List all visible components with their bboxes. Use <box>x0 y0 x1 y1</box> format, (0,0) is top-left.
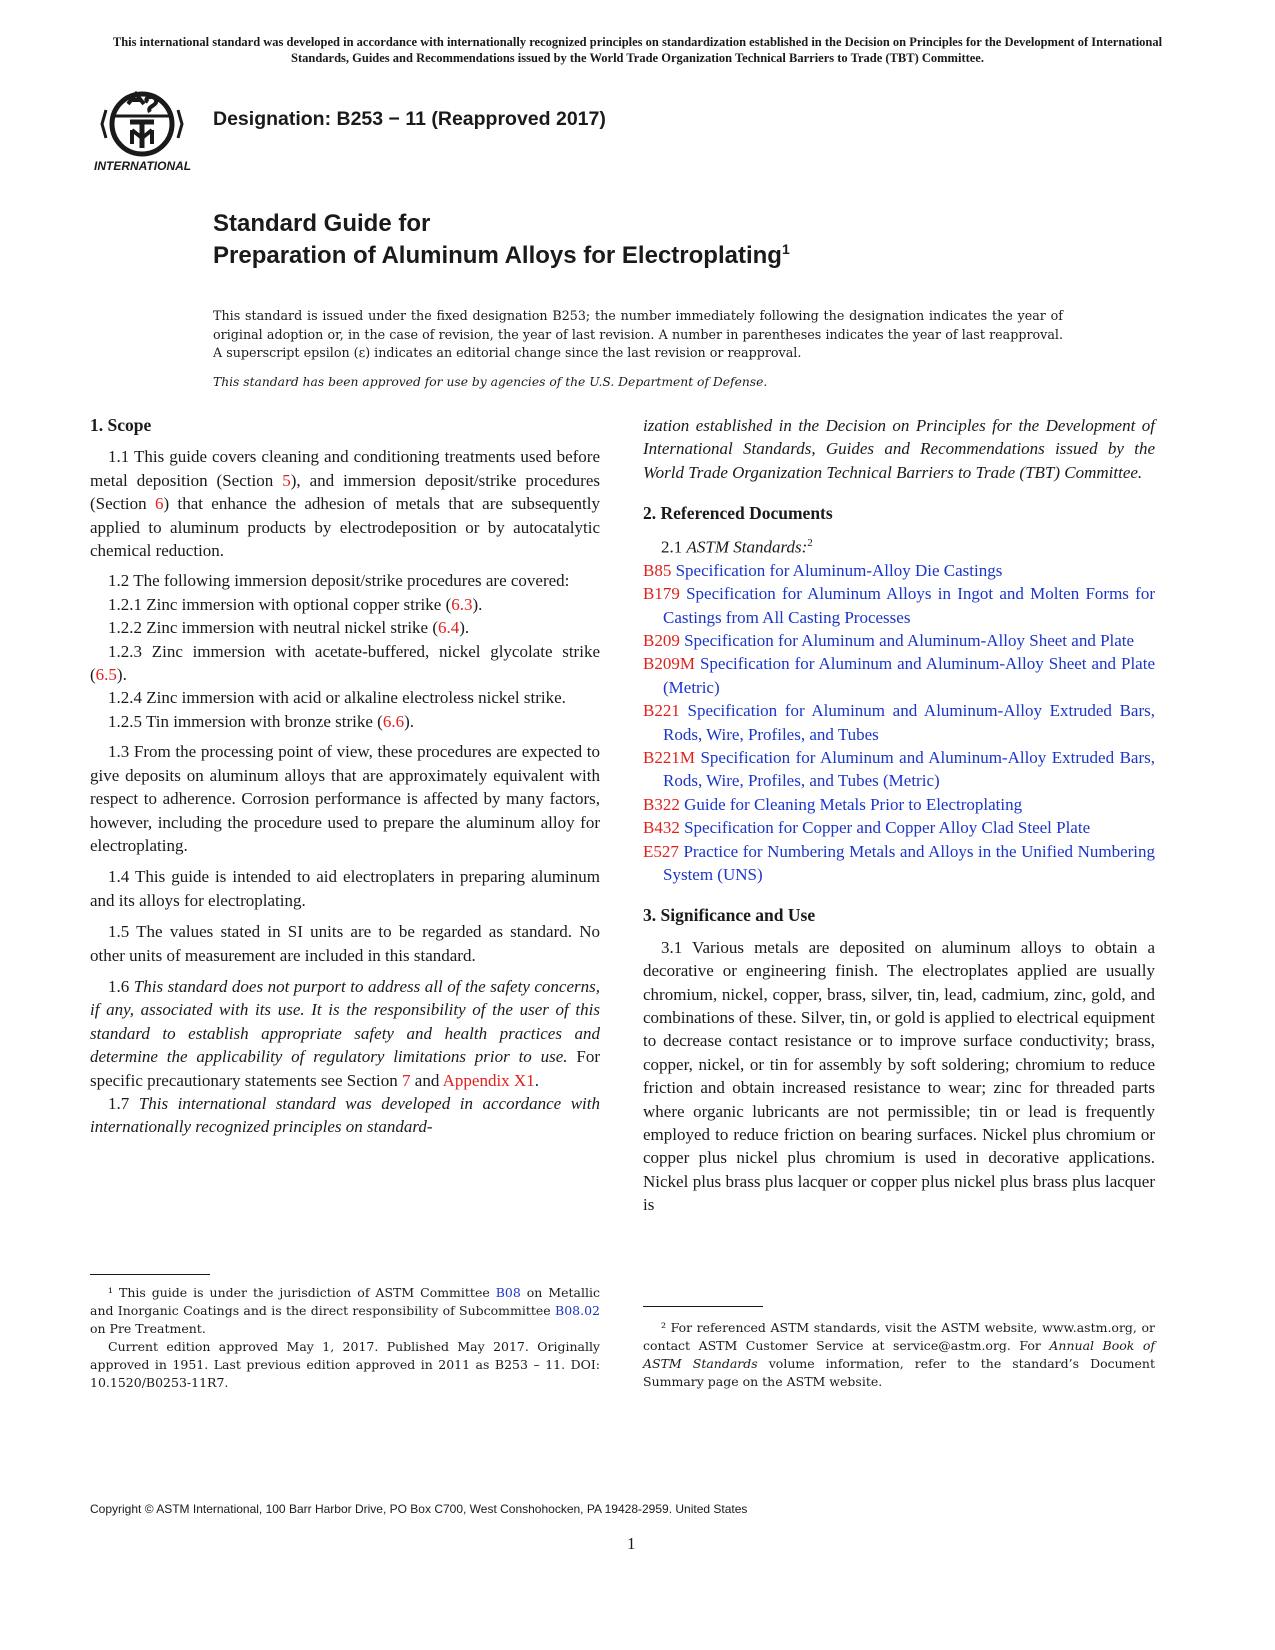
page-number: 1 <box>627 1534 636 1553</box>
document-title <box>213 208 790 272</box>
ref-item[interactable]: E527 Practice for Numbering Metals and Alloys in the Unified Numbering System (UNS) <box>643 841 1155 884</box>
tbt-notice: This international standard was developed in accordance with internationally recognized principles on standardization established in the Decision on Principles for the Development of International Standards, Guides and Recommendations issued by the World Trade Organization Technical Barriers to Trade (TBT) Committee. <box>112 35 1163 65</box>
astm-logo-icon <box>92 86 200 176</box>
link-6-6[interactable]: 6.6 <box>382 711 405 731</box>
para-1-4: 1.4 This guide is intended to aid electroplaters in preparing aluminum and its alloys for electroplating. <box>90 867 600 910</box>
footnote-1-edition: Current edition approved May 1, 2017. Published May 2017. Originally approved in 1951. Last previous edition approved in 2011 as B253 – 11. DOI: 10.1520/B0253-11R7. <box>90 1339 600 1390</box>
para-1-2-1: 1.2.1 Zinc immersion with optional copper strike (6.3). <box>108 594 483 614</box>
referenced-standards-list <box>643 559 1155 887</box>
para-1-1: 1.1 This guide covers cleaning and conditioning treatments used before metal deposition (Section 5), and immersion deposit/strike procedures (Section 6) that enhance the adhesion of metals that are subsequently applied to aluminum products by electrodeposition or by autocatalytic chemical reduction. <box>90 447 600 561</box>
para-1-3: 1.3 From the processing point of view, these procedures are expected to give deposits on aluminum alloys that are approximately equivalent with respect to adherence. Corrosion performance is affected by many factors, however, including the procedure used to prepare the aluminum alloy for electroplating. <box>90 742 600 855</box>
footnote-rule-left <box>90 1274 210 1275</box>
para-3-1: 3.1 Various metals are deposited on aluminum alloys to obtain a decorative or engineering finish. The electroplates applied are usually chromium, nickel, copper, brass, silver, tin, lead, cadmium, zinc, gold, and combinations of these. Silver, tin, or gold is applied to electrical equipment to decrease contact resistance or to improve surface conductivity; brass, copper, nickel, or tin for assembly by soft soldering; chromium to reduce friction and obtain increased resistance to wear; zinc for threaded parts where organic lubricants are not permissible; tin or lead is frequently employed to reduce friction on bearing surfaces. Nickel plus chromium or copper plus nickel plus chromium is used in decorative applications. Nickel plus brass plus lacquer or copper plus nickel plus brass plus lacquer is <box>643 937 1155 1215</box>
ref-item[interactable]: B432 Specification for Copper and Copper Alloy Clad Steel Plate <box>643 818 1091 838</box>
link-appendix-x1[interactable]: Appendix X1 <box>442 1070 535 1090</box>
link-b08[interactable]: B08 <box>495 1285 521 1300</box>
logo-wordmark: INTERNATIONAL <box>94 159 192 173</box>
ref-item[interactable]: B322 Guide for Cleaning Metals Prior to Electroplating <box>643 794 1023 814</box>
link-b08-02[interactable]: B08.02 <box>555 1303 600 1318</box>
para-1-2-2: 1.2.2 Zinc immersion with neutral nickel strike (6.4). <box>108 618 470 638</box>
left-column <box>90 414 600 1139</box>
para-1-6: 1.6 This standard does not purport to address all of the safety concerns, if any, associated with its use. It is the responsibility of the user of this standard to establish appropriate safety and health practices and determine the applicability of regulatory limitations prior to use. For specific precautionary statements see Section 7 and Appendix X1. <box>90 976 601 1090</box>
ref-item[interactable]: B85 Specification for Aluminum-Alloy Die Castings <box>643 560 1003 580</box>
designation-notice: This standard is issued under the fixed designation B253; the number immediately following the designation indicates the year of original adoption or, in the case of revision, the year of last revision. A number in parentheses indicates the year of last reapproval. A superscript epsilon (ε) indicates an editorial change since the last revision or reapproval. <box>213 308 1063 360</box>
dod-approval-note: This standard has been approved for use by agencies of the U.S. Department of Defense. <box>213 375 768 389</box>
right-column <box>643 414 1155 1217</box>
section-heading-referenced-documents: 2. Referenced Documents <box>643 503 833 524</box>
footnote-1-text: ¹ This guide is under the jurisdiction of ASTM Committee B08 on Metallic and Inorganic Coatings and is the direct responsibility of Subcommittee B08.02 on Pre Treatment. <box>90 1285 600 1336</box>
title-footnote-mark: 1 <box>781 241 790 257</box>
ref-item[interactable]: B209M Specification for Aluminum and Aluminum-Alloy Sheet and Plate (Metric) <box>643 654 1155 697</box>
footnote-1 <box>90 1284 600 1392</box>
designation: Designation: B253 − 11 (Reapproved 2017) <box>213 108 606 130</box>
footnote-rule-right <box>643 1306 763 1307</box>
section-heading-scope: 1. Scope <box>90 415 152 435</box>
para-1-2-5: 1.2.5 Tin immersion with bronze strike (6.6). <box>108 711 414 731</box>
ref-item[interactable]: B221 Specification for Aluminum and Aluminum-Alloy Extruded Bars, Rods, Wire, Profiles, and Tubes <box>643 701 1155 744</box>
footnote-2-text: ² For referenced ASTM standards, visit the ASTM website, www.astm.org, or contact ASTM Customer Service at service@astm.org. For Annual Book of ASTM Standards volume information, refer to the standard’s Document Summary page on the ASTM website. <box>643 1320 1155 1389</box>
link-6-3[interactable]: 6.3 <box>451 594 473 614</box>
footnote-2 <box>643 1319 1155 1391</box>
link-section-7[interactable]: 7 <box>402 1070 411 1090</box>
para-1-7: 1.7 This international standard was developed in accordance with internationally recognized principles on standard- <box>90 1093 600 1137</box>
ref-item[interactable]: B209 Specification for Aluminum and Aluminum-Alloy Sheet and Plate <box>643 630 1135 650</box>
para-1-2: 1.2 The following immersion deposit/strike procedures are covered: <box>108 571 570 591</box>
para-1-2-3: 1.2.3 Zinc immersion with acetate-buffered, nickel glycolate strike (6.5). <box>90 641 600 685</box>
para-1-5: 1.5 The values stated in SI units are to be regarded as standard. No other units of measurement are included in this standard. <box>90 922 600 965</box>
para-1-7-continued: ization established in the Decision on Principles for the Development of International Standards, Guides and Recommendations issued by the World Trade Organization Technical Barriers to Trade (TBT) Committee. <box>643 416 1155 482</box>
link-6-4[interactable]: 6.4 <box>438 618 460 638</box>
astm-logo <box>92 86 200 176</box>
link-section-6[interactable]: 6 <box>154 494 164 514</box>
copyright-line: Copyright © ASTM International, 100 Barr Harbor Drive, PO Box C700, West Conshohocken, PA 19428-2959. United States <box>90 1502 748 1516</box>
title-line-1: Standard Guide for <box>213 210 431 237</box>
para-1-2-4: 1.2.4 Zinc immersion with acid or alkaline electroless nickel strike. <box>108 688 566 708</box>
ref-item[interactable]: B179 Specification for Aluminum Alloys in Ingot and Molten Forms for Castings from All Casting Processes <box>643 584 1155 627</box>
para-2-1: 2.1 ASTM Standards:$^2$ <box>661 536 813 557</box>
ref-item[interactable]: B221M Specification for Aluminum and Aluminum-Alloy Extruded Bars, Rods, Wire, Profiles, and Tubes (Metric) <box>643 747 1155 791</box>
link-section-5[interactable]: 5 <box>282 470 291 490</box>
section-heading-significance: 3. Significance and Use <box>643 905 816 926</box>
link-6-5[interactable]: 6.5 <box>95 665 117 685</box>
title-line-2: Preparation of Aluminum Alloys for Electroplating$^1$ <box>213 241 790 269</box>
